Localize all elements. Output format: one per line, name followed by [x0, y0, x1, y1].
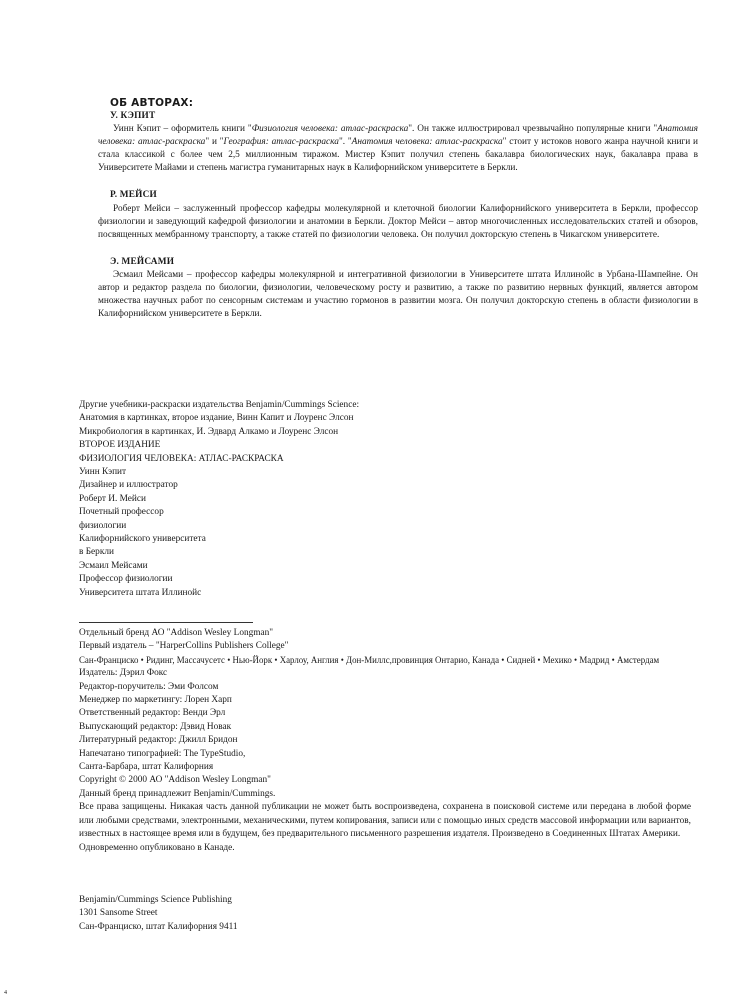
address-line: Benjamin/Cummings Science Publishing	[79, 895, 232, 905]
copyright-line: Copyright © 2000 АО "Addison Wesley Longman"	[79, 775, 271, 786]
about-authors-section	[98, 96, 698, 335]
publisher-line: Санта-Барбара, штат Калифорния	[79, 762, 214, 773]
author-section-macey	[98, 189, 698, 241]
credit-line: Университета штата Иллинойс	[79, 587, 202, 598]
publisher-cities: Сан-Франциско • Ридинг, Массачусетс • Нью-Йорк • Харлоу, Англия • Дон-Миллс,провинция Онтарио, Канада • Сидней • Мехико • Мадрид • Амстердам	[79, 654, 660, 665]
author-name: У. КЭПИТ	[110, 111, 156, 121]
publisher-line: Редактор-поручитель: Эми Фолсом	[79, 681, 219, 692]
author-name: Э. МЕЙСАМИ	[110, 256, 175, 267]
credit-line: ФИЗИОЛОГИЯ ЧЕЛОВЕКА: АТЛАС-РАСКРАСКА	[79, 453, 284, 464]
publisher-line: Первый издатель – "HarperCollins Publishers College"	[79, 641, 289, 652]
rights-notice-tail: Одновременно опубликовано в Канаде.	[79, 842, 235, 853]
author-bio: Уинн Кэпит – оформитель книги "Физиология человека: атлас-раскраска". Он также иллюстрировал чрезвычайно популярные книги "Анатомия человека: атлас-раскраска" и "География: атлас-раскраска". "Анатомия человека: атлас-раскраска" стоит у истоков нового жанра научной книги и стала классикой с более чем 2,5 миллионным тиражом. Мистер Кэпит получил степень бакалавра биологических наук, бакалавра права в Университете Майами и степень магистра гуманитарных наук в Калифорнийском университете в Беркли.	[98, 124, 698, 174]
publisher-line: Напечатано типографией: The TypeStudio,	[79, 748, 246, 759]
credit-line: Почетный профессор	[79, 507, 164, 518]
credit-line: Эсмаил Мейсами	[79, 560, 148, 571]
credit-line: Микробиология в картинках, И. Эдвард Алкамо и Лоуренс Элсон	[79, 426, 339, 437]
divider-rule	[79, 622, 253, 623]
publisher-line: Литературный редактор: Джилл Бридон	[79, 735, 238, 746]
credit-line: физиологии	[79, 520, 127, 531]
about-authors-heading: ОБ АВТОРАХ:	[110, 97, 194, 109]
credit-line: Калифорнийского университета	[79, 534, 206, 545]
credit-line: Другие учебники-раскраски издательства Benjamin/Cummings Science:	[79, 400, 360, 410]
publisher-info	[79, 627, 691, 855]
author-name: Р. МЕЙСИ	[110, 190, 157, 201]
author-section-meisami	[98, 256, 698, 321]
publisher-address	[79, 894, 238, 934]
credit-line: ВТОРОЕ ИЗДАНИЕ	[79, 440, 161, 451]
author-bio: Роберт Мейси – заслуженный профессор кафедры молекулярной и клеточной биологии Калифорнийского университета в Беркли, профессор физиологии и заведующий кафедрой физиологии и анатомии в Беркли. Доктор Мейси – автор многочисленных исследовательских статей и обзоров, посвященных мембранному транспорту, а также статей по физиологии человека. Он получил докторскую степень в Чикагском университете.	[98, 203, 698, 240]
address-line: Сан-Франциско, штат Калифорния 9411	[79, 921, 238, 932]
publisher-line: Издатель: Дэрил Фокс	[79, 668, 168, 679]
author-section-kapit	[98, 110, 698, 175]
author-bio: Эсмаил Мейсами – профессор кафедры молекулярной и интегративной физиологии в Университете штата Иллинойс в Урбана-Шампейне. Он автор и редактор раздела по биологии, физиологии, человеческому росту и развитию, а также по развитию нервных функций, является автором множества научных работ по сенсорным системам и участию гормонов в развитии мозга. Он получил докторскую степень в области физиологии в Калифорнийском университете в Беркли.	[98, 269, 698, 320]
address-line: 1301 Sansome Street	[79, 908, 158, 919]
credit-line: Уинн Кэпит	[79, 467, 127, 478]
publisher-line: Менеджер по маркетингу: Лорен Харп	[79, 695, 232, 706]
credit-line: Профессор физиологии	[79, 574, 173, 585]
publisher-line: Выпускающий редактор: Дэвид Новак	[79, 721, 232, 732]
publisher-line: Данный бренд принадлежит Benjamin/Cummings.	[79, 788, 276, 799]
publisher-line: Отдельный бренд АО "Addison Wesley Longman"	[79, 628, 274, 638]
rights-notice: Все права защищены. Никакая часть данной публикации не может быть воспроизведена, сохранена в поисковой системе или передана в любой форме или любыми средствами, электронными, механическими, путем копирования, записи или с помощью иных средств массовой информации или вариантов, известных в настоящее время или в будущем, без предварительного письменного разрешения издателя. Произведено в Соединенных Штатах Америки.	[79, 802, 691, 840]
credit-line: Роберт И. Мейси	[79, 493, 146, 504]
page-number: 4	[4, 990, 7, 996]
credit-line: в Беркли	[79, 547, 114, 558]
publisher-line: Ответственный редактор: Венди Эрл	[79, 708, 226, 719]
credits-list	[79, 399, 699, 600]
credit-line: Дизайнер и иллюстратор	[79, 480, 178, 491]
credit-line: Анатомия в картинках, второе издание, Винн Капит и Лоуренс Элсон	[79, 413, 354, 424]
